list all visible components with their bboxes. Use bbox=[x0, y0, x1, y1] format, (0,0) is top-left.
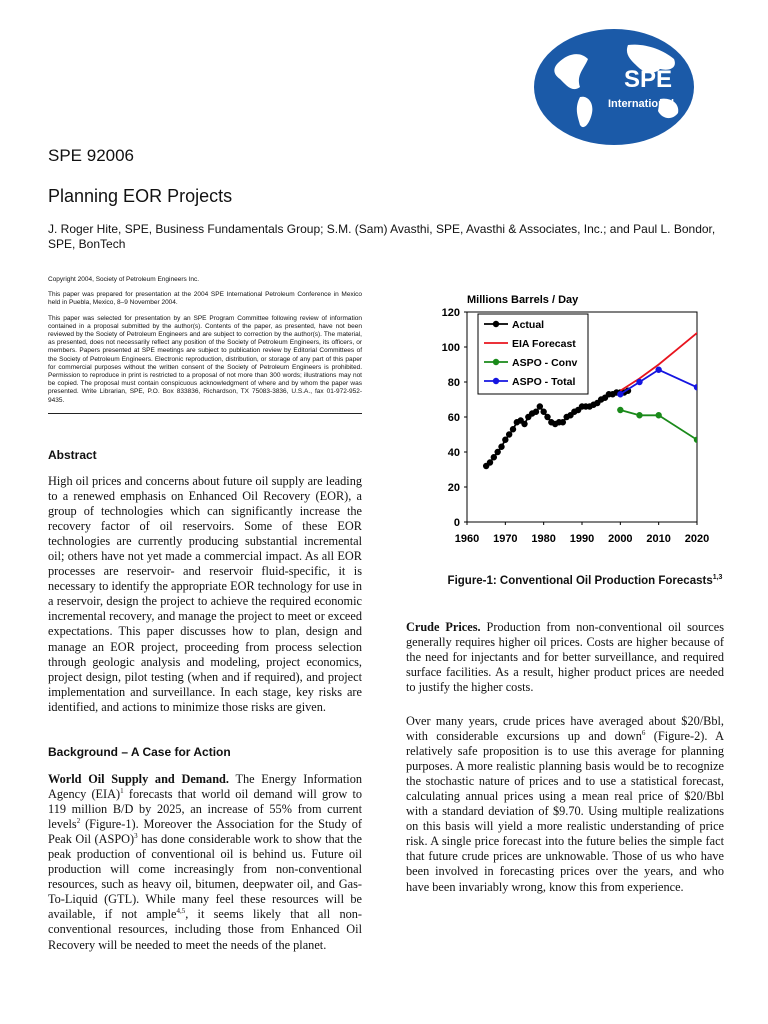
price-history-paragraph bbox=[406, 714, 724, 895]
paper-number: SPE 92006 bbox=[48, 146, 135, 165]
data-point bbox=[694, 384, 700, 390]
data-point bbox=[655, 412, 661, 418]
world-oil-paragraph bbox=[48, 772, 362, 953]
copyright-line: Copyright 2004, Society of Petroleum Engineers Inc. bbox=[48, 276, 200, 283]
data-point bbox=[502, 437, 508, 443]
crude-prices-paragraph bbox=[406, 620, 724, 695]
citation: 4,5 bbox=[176, 907, 186, 916]
crude-prices-text: Production from non-conventional oil sources generally requires higher oil prices. Costs are higher because of the need for injectants and for better surveillance, and required surface facilities. As a result, higher product prices are needed to justify the higher costs. bbox=[406, 620, 725, 695]
world-oil-text: The Energy Information Agency (EIA) bbox=[48, 772, 363, 802]
legend-label: ASPO - Conv bbox=[512, 357, 578, 369]
copyright-selected: This paper was selected for presentation by an SPE Program Committee following review of information contained in a proposal submitted by the author(s). Contents of the paper, as presented, have not been reviewed by the Society of Petroleum Engineers and are subject to correction by the author(s). The material, as presented, does not necessarily reflect any position of the Society of Petroleum Engineers, its officers, or members. Papers presented at SPE meetings are subject to publication review by Editorial Committees of the Society of Petroleum Engineers. Electronic reproduction, distribution, or storage of any part of this paper for commercial purposes without the written consent of the Society of Petroleum Engineers is prohibited. Permission to reproduce in print is restricted to a proposal of not more than 300 words; illustrations may not be copied. The proposal must contain conspicuous acknowledgment of where and by whom the paper was presented. Write Librarian, SPE, P.O. Box 833836, Richardson, TX 75083-3836, U.S.A., fax 01-972-952-9435. bbox=[48, 314, 362, 404]
x-tick-label: 2000 bbox=[608, 533, 633, 545]
paper-title: Planning EOR Projects bbox=[48, 186, 233, 206]
series-line-0 bbox=[486, 391, 628, 466]
world-oil-lead: World Oil Supply and Demand. bbox=[48, 772, 229, 786]
x-tick-label: 1980 bbox=[531, 533, 556, 545]
figure-caption bbox=[440, 574, 730, 588]
x-tick-label: 2020 bbox=[684, 533, 710, 545]
data-point bbox=[694, 437, 700, 443]
citation: 2 bbox=[76, 817, 81, 826]
data-point bbox=[636, 379, 642, 385]
data-point bbox=[655, 367, 661, 373]
price-history-text: (Figure-2). A relatively safe proposition is to use this average for planning purposes. A more realistic planning basis would be to recognize the stochastic nature of prices and to use a statistical forecast, calculating annual prices using a mean real price of $20/Bbl with a standard deviation of $9.70. Using multiple realizations on this basis will yield a more realistic understanding of price risk. A single price forecast into the future belies the simple fact that future crude prices are unknowable. Those of us who have been involved in forecasting prices over the years, and who have been invariably wrong, know this from experience. bbox=[406, 729, 724, 894]
spe-international-logo bbox=[528, 25, 700, 149]
data-point bbox=[487, 459, 493, 465]
data-point bbox=[617, 391, 623, 397]
x-tick-label: 2010 bbox=[646, 533, 671, 545]
logo-text-spe: SPE bbox=[624, 66, 673, 93]
abstract-heading: Abstract bbox=[48, 448, 97, 462]
crude-prices-lead: Crude Prices. bbox=[406, 620, 481, 634]
legend-marker bbox=[493, 359, 499, 365]
data-point bbox=[533, 409, 539, 415]
legend-label: EIA Forecast bbox=[512, 338, 576, 350]
y-tick-label: 100 bbox=[441, 342, 460, 354]
x-tick-label: 1970 bbox=[493, 533, 518, 545]
y-tick-label: 20 bbox=[447, 482, 460, 494]
copyright-notice bbox=[48, 276, 362, 414]
data-point bbox=[521, 421, 527, 427]
world-oil-text: forecasts that world oil demand will grow to 119 million B/D by 2025, an increase of 55% from current levels bbox=[48, 787, 363, 832]
data-point bbox=[540, 409, 546, 415]
background-heading: Background – A Case for Action bbox=[48, 745, 231, 759]
data-point bbox=[510, 426, 516, 432]
authors: J. Roger Hite, SPE, Business Fundamentals Group; S.M. (Sam) Avasthi, SPE, Avasthi & Associates, Inc.; and Paul L. Bondor, SPE, BonTech bbox=[48, 222, 716, 251]
production-forecast-chart bbox=[440, 290, 710, 550]
legend-label: Actual bbox=[512, 319, 545, 331]
citation: 1 bbox=[120, 786, 124, 795]
series-line-3 bbox=[620, 370, 697, 395]
legend-marker bbox=[493, 321, 499, 327]
y-tick-label: 60 bbox=[447, 412, 460, 424]
abstract-body: High oil prices and concerns about future oil supply are leading to a renewed emphasis on Enhanced Oil Recovery (EOR), a group of technologies which can significantly increase the recovery factor of oil reservoirs. Some of these EOR technologies are currently producing substantial incremental oil; others have not yet made a commercial impact. As all EOR processes are reservoir- and reservoir fluid-specific, it is necessary to identify the appropriate EOR technology for use in a reservoir, design the project to achieve the required economic incremental recovery, and manage the project to meet or exceed expectations. This paper discusses how to plan, design and manage an EOR project, proceeding from process selection through geologic analysis and modeling, project economics, project design, pilot testing (when and if required), and project implementation and surveillance. In each stage, key risks are identified, and actions to minimize those risks are given. bbox=[48, 474, 362, 714]
y-tick-label: 0 bbox=[453, 517, 460, 529]
figure-caption-text: Figure-1: Conventional Oil Production Forecasts bbox=[447, 575, 713, 587]
data-point bbox=[506, 431, 512, 437]
data-point bbox=[491, 454, 497, 460]
legend-label: ASPO - Total bbox=[512, 376, 576, 388]
world-oil-text: (Figure-1). Moreover the Association for the Study of Peak Oil (ASPO) bbox=[48, 817, 362, 847]
x-tick-label: 1990 bbox=[569, 533, 595, 545]
data-point bbox=[537, 403, 543, 409]
price-history-text: Over many years, crude prices have averaged about $20/Bbl, with considerable excursions up and down bbox=[406, 714, 724, 744]
y-tick-label: 80 bbox=[447, 377, 460, 389]
chart-title: Millions Barrels / Day bbox=[467, 294, 579, 306]
world-oil-text: has done considerable work to show that the peak production of conventional oil is behind us. Future oil production will come increasingly from non-conventional resources, such as heavy oil, bitumen, deepwater oil, and Gas-To-Liquid (GTL). While many feel these resources will be available, if not ample bbox=[48, 832, 362, 922]
world-oil-text: , it seems likely that all non-conventional resources, including those from Enhanced Oil Recovery will be needed to meet the needs of the planet. bbox=[48, 907, 362, 952]
y-tick-label: 120 bbox=[441, 307, 460, 319]
data-point bbox=[544, 414, 550, 420]
logo-text-international: International bbox=[608, 98, 675, 110]
data-point bbox=[560, 419, 566, 425]
citation: 6 bbox=[641, 728, 646, 737]
citation: 3 bbox=[134, 832, 138, 841]
data-point bbox=[636, 412, 642, 418]
data-point bbox=[494, 449, 500, 455]
data-point bbox=[498, 444, 504, 450]
legend-marker bbox=[493, 378, 499, 384]
copyright-prepared: This paper was prepared for presentation at the 2004 SPE International Petroleum Conference in Mexico held in Puebla, Mexico, 8–9 November 2004. bbox=[48, 291, 362, 307]
y-tick-label: 40 bbox=[447, 447, 460, 459]
citation: 1,3 bbox=[712, 574, 723, 582]
data-point bbox=[617, 407, 623, 413]
x-tick-label: 1960 bbox=[454, 533, 480, 545]
